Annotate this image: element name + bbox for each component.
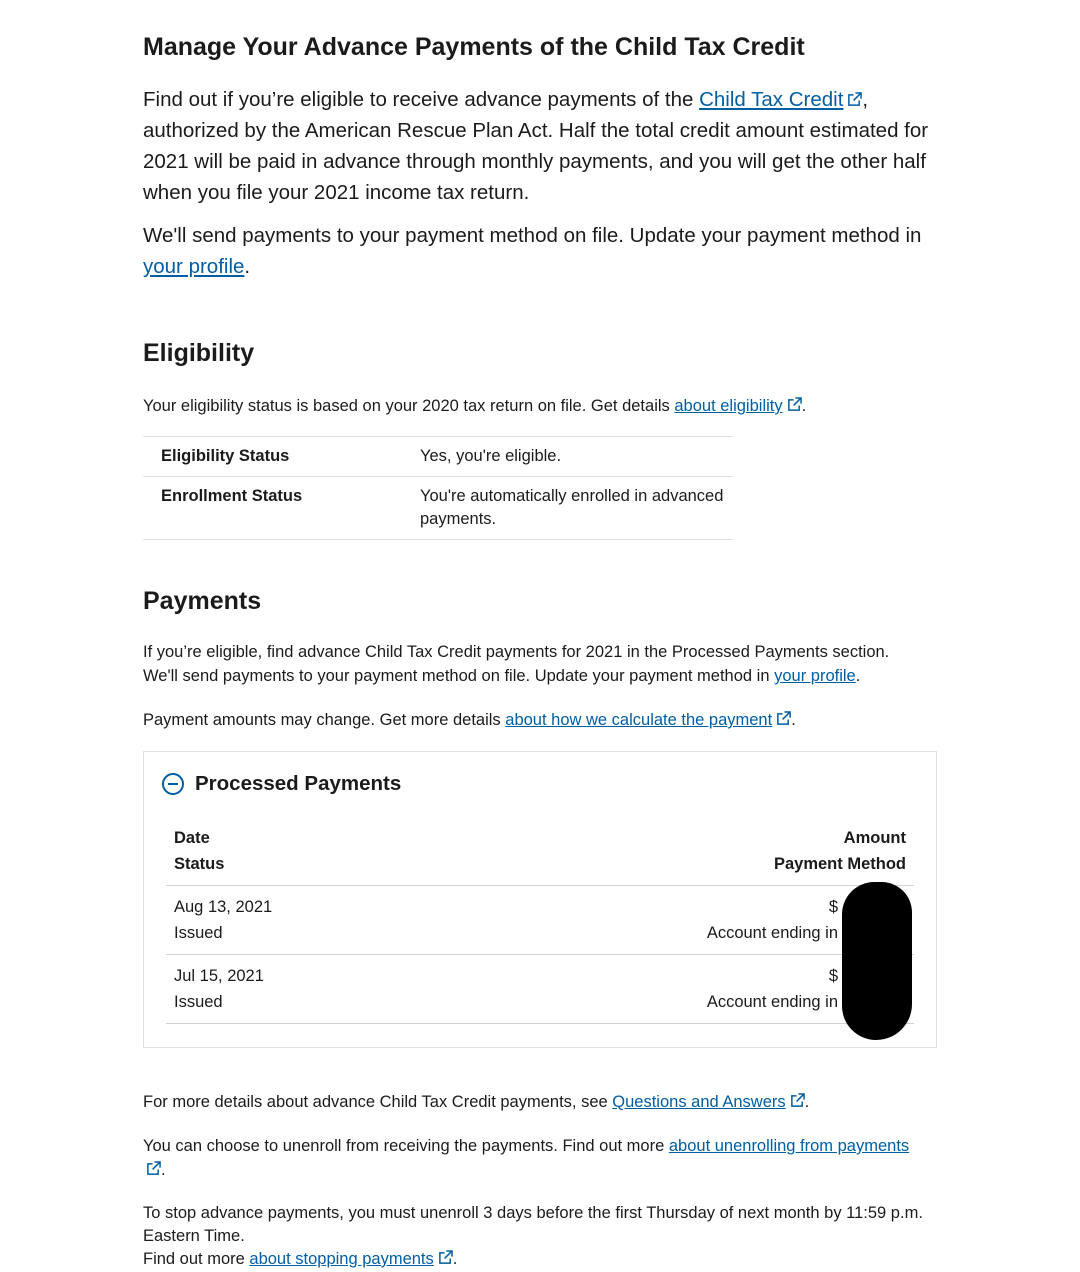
eligibility-status-label: Eligibility Status bbox=[161, 447, 290, 465]
stop-payments-paragraph: To stop advance payments, you must unenroll 3 days before the first Thursday of next month by 11:59 p.m. Eastern Time. Find out more about stopping payments . bbox=[143, 1204, 923, 1268]
page-title: Manage Your Advance Payments of the Child Tax Credit bbox=[143, 33, 805, 61]
payment-status: Issued bbox=[174, 993, 223, 1011]
redaction-mark bbox=[842, 882, 912, 1040]
processed-payments-table bbox=[166, 825, 914, 1024]
payment-amount: $ bbox=[828, 967, 838, 985]
processed-payments-toggle[interactable] bbox=[162, 772, 401, 796]
col-status: Status bbox=[174, 855, 225, 873]
external-link-icon bbox=[847, 92, 862, 107]
external-link-icon bbox=[776, 711, 791, 726]
table-header bbox=[166, 825, 914, 886]
processed-payments-accordion bbox=[143, 751, 937, 1048]
processed-payments-title: Processed Payments bbox=[195, 772, 402, 795]
about-eligibility-link[interactable]: about eligibility bbox=[674, 397, 783, 415]
unenrolling-link[interactable]: about unenrolling from payments bbox=[668, 1137, 910, 1155]
payment-method: Account ending in bbox=[706, 993, 838, 1011]
calculate-payment-link[interactable]: about how we calculate the payment bbox=[505, 711, 773, 729]
payments-description: If you’re eligible, find advance Child Tax Credit payments for 2021 in the Processed Payments section. We'll send payments to your payment method on file. Update your payment method in your profile. bbox=[143, 643, 890, 685]
intro-paragraph: Find out if you’re eligible to receive advance payments of the Child Tax Credit , authorized by the American Rescue Plan Act. Half the total credit amount estimated for 2021 will be paid in advance through monthly payments, and you will get the other half when you file your 2021 income tax return. bbox=[143, 88, 929, 204]
table-row bbox=[143, 437, 733, 477]
external-link-icon bbox=[438, 1250, 453, 1265]
stopping-payments-link[interactable]: about stopping payments bbox=[249, 1250, 434, 1268]
payment-method: Account ending in bbox=[706, 924, 838, 942]
payment-status: Issued bbox=[174, 924, 223, 942]
col-date: Date bbox=[174, 829, 210, 847]
your-profile-link[interactable]: your profile bbox=[143, 255, 245, 278]
external-link-icon bbox=[146, 1161, 161, 1176]
eligibility-table bbox=[143, 436, 733, 540]
payment-date: Aug 13, 2021 bbox=[174, 898, 273, 916]
payment-amounts-note: Payment amounts may change. Get more details about how we calculate the payment . bbox=[143, 711, 796, 729]
payments-heading: Payments bbox=[143, 587, 262, 615]
child-tax-credit-link[interactable]: Child Tax Credit bbox=[699, 88, 844, 111]
qa-paragraph: For more details about advance Child Tax Credit payments, see Questions and Answers . bbox=[143, 1093, 810, 1111]
col-payment-method: Payment Method bbox=[773, 855, 906, 873]
payment-amount: $ bbox=[828, 898, 838, 916]
eligibility-description: Your eligibility status is based on your 2020 tax return on file. Get details about eligibility . bbox=[143, 397, 807, 415]
your-profile-link[interactable]: your profile bbox=[774, 667, 856, 685]
table-row bbox=[166, 886, 914, 955]
external-link-icon bbox=[790, 1093, 805, 1108]
table-row bbox=[166, 955, 914, 1024]
questions-and-answers-link[interactable]: Questions and Answers bbox=[612, 1093, 786, 1111]
enrollment-status-label: Enrollment Status bbox=[161, 487, 303, 505]
unenroll-paragraph: You can choose to unenroll from receiving the payments. Find out more about unenrolling from payments . bbox=[143, 1137, 910, 1179]
external-link-icon bbox=[787, 397, 802, 412]
payment-date: Jul 15, 2021 bbox=[174, 967, 264, 985]
eligibility-heading: Eligibility bbox=[143, 339, 255, 367]
table-row bbox=[143, 477, 733, 540]
col-amount: Amount bbox=[843, 829, 906, 847]
payment-method-paragraph: We'll send payments to your payment method on file. Update your payment method in your profile. bbox=[143, 224, 922, 278]
eligibility-status-value: Yes, you're eligible. bbox=[420, 447, 562, 465]
enrollment-status-value: You're automatically enrolled in advanced payments. bbox=[420, 487, 724, 528]
minus-circle-icon bbox=[162, 773, 184, 795]
